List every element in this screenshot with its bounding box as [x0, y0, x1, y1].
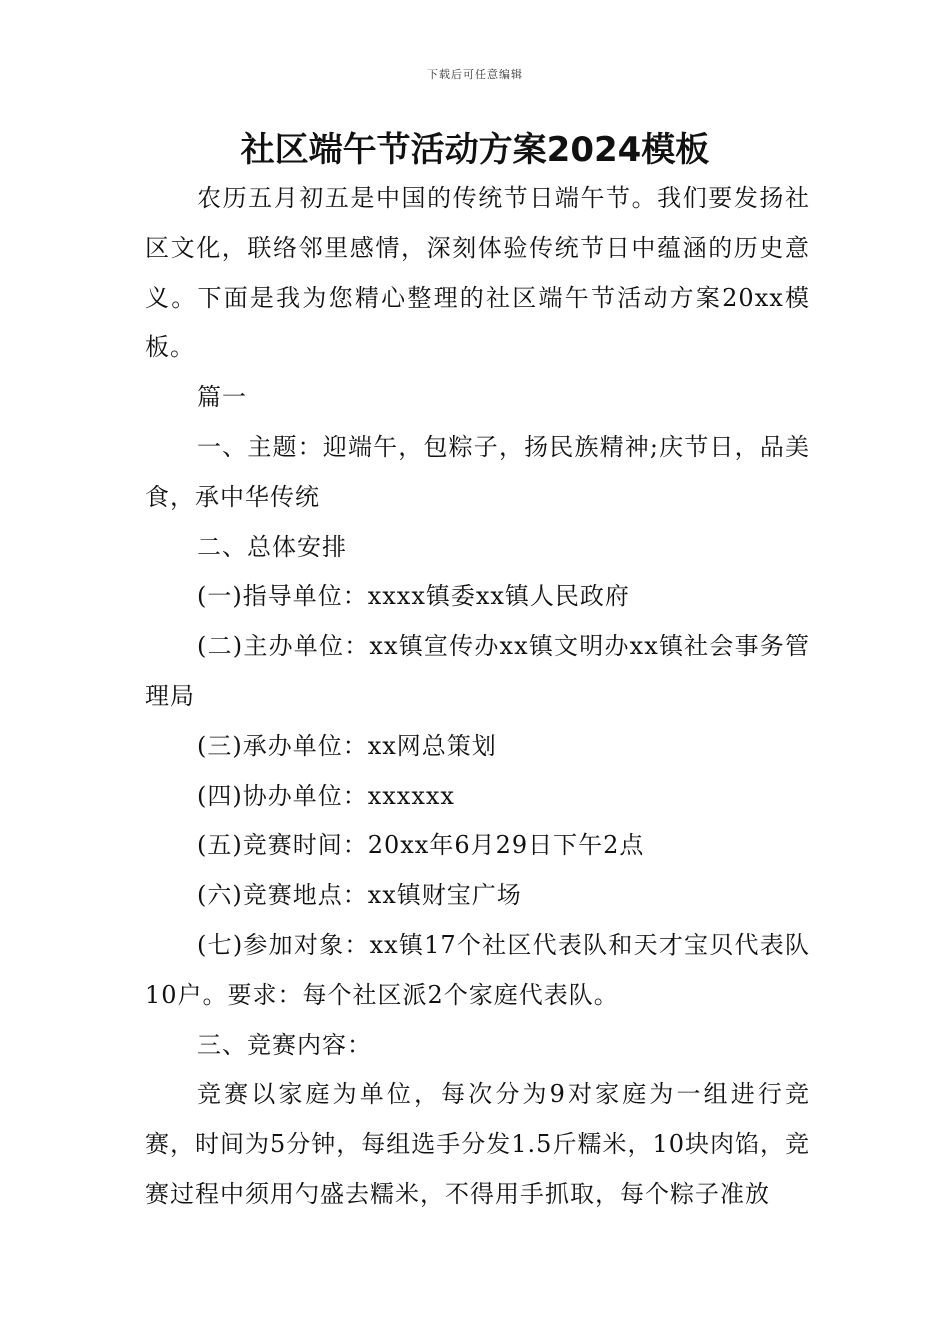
paragraph-competition-venue: (六)竞赛地点：xx镇财宝广场 [197, 881, 522, 910]
paragraph-intro: 农历五月初五是中国的传统节日端午节。我们要发扬社区文化，联络邻里感情，深刻体验传统节日中蕴涵的历史意义。下面是我为您精心整理的社区端午节活动方案20xx模板。 [145, 184, 810, 362]
paragraph-competition-time: (五)竞赛时间：20xx年6月29日下午2点 [197, 831, 645, 860]
paragraph-arrangement-heading: 二、总体安排 [197, 532, 347, 561]
paragraph-competition-rules: 竞赛以家庭为单位，每次分为9对家庭为一组进行竞赛，时间为5分钟，每组选手分发1.5斤糯米，10块肉馅，竞赛过程中须用勺盛去糯米，不得用手抓取，每个粽子准放 [145, 1080, 810, 1208]
paragraph-content-heading: 三、竞赛内容： [197, 1030, 372, 1059]
paragraph-participants: (七)参加对象：xx镇17个社区代表队和天才宝贝代表队10户。要求：每个社区派2个家庭代表队。 [145, 930, 810, 1009]
document-title: 社区端午节活动方案2024模板 [240, 130, 710, 170]
paragraph-theme: 一、主题：迎端午，包粽子，扬民族精神;庆节日，品美食，承中华传统 [145, 432, 810, 511]
paragraph-co-organizer-unit: (四)协办单位：xxxxxx [197, 781, 455, 810]
paragraph-organizer-unit: (三)承办单位：xx网总策划 [197, 731, 497, 760]
header-note: 下载后可任意编辑 [427, 68, 523, 81]
paragraph-section-label: 篇一 [197, 383, 247, 412]
paragraph-guiding-unit: (一)指导单位：xxxx镇委xx镇人民政府 [197, 582, 630, 611]
document-body [145, 174, 810, 1220]
paragraph-host-unit: (二)主办单位：xx镇宣传办xx镇文明办xx镇社会事务管理局 [145, 632, 810, 710]
